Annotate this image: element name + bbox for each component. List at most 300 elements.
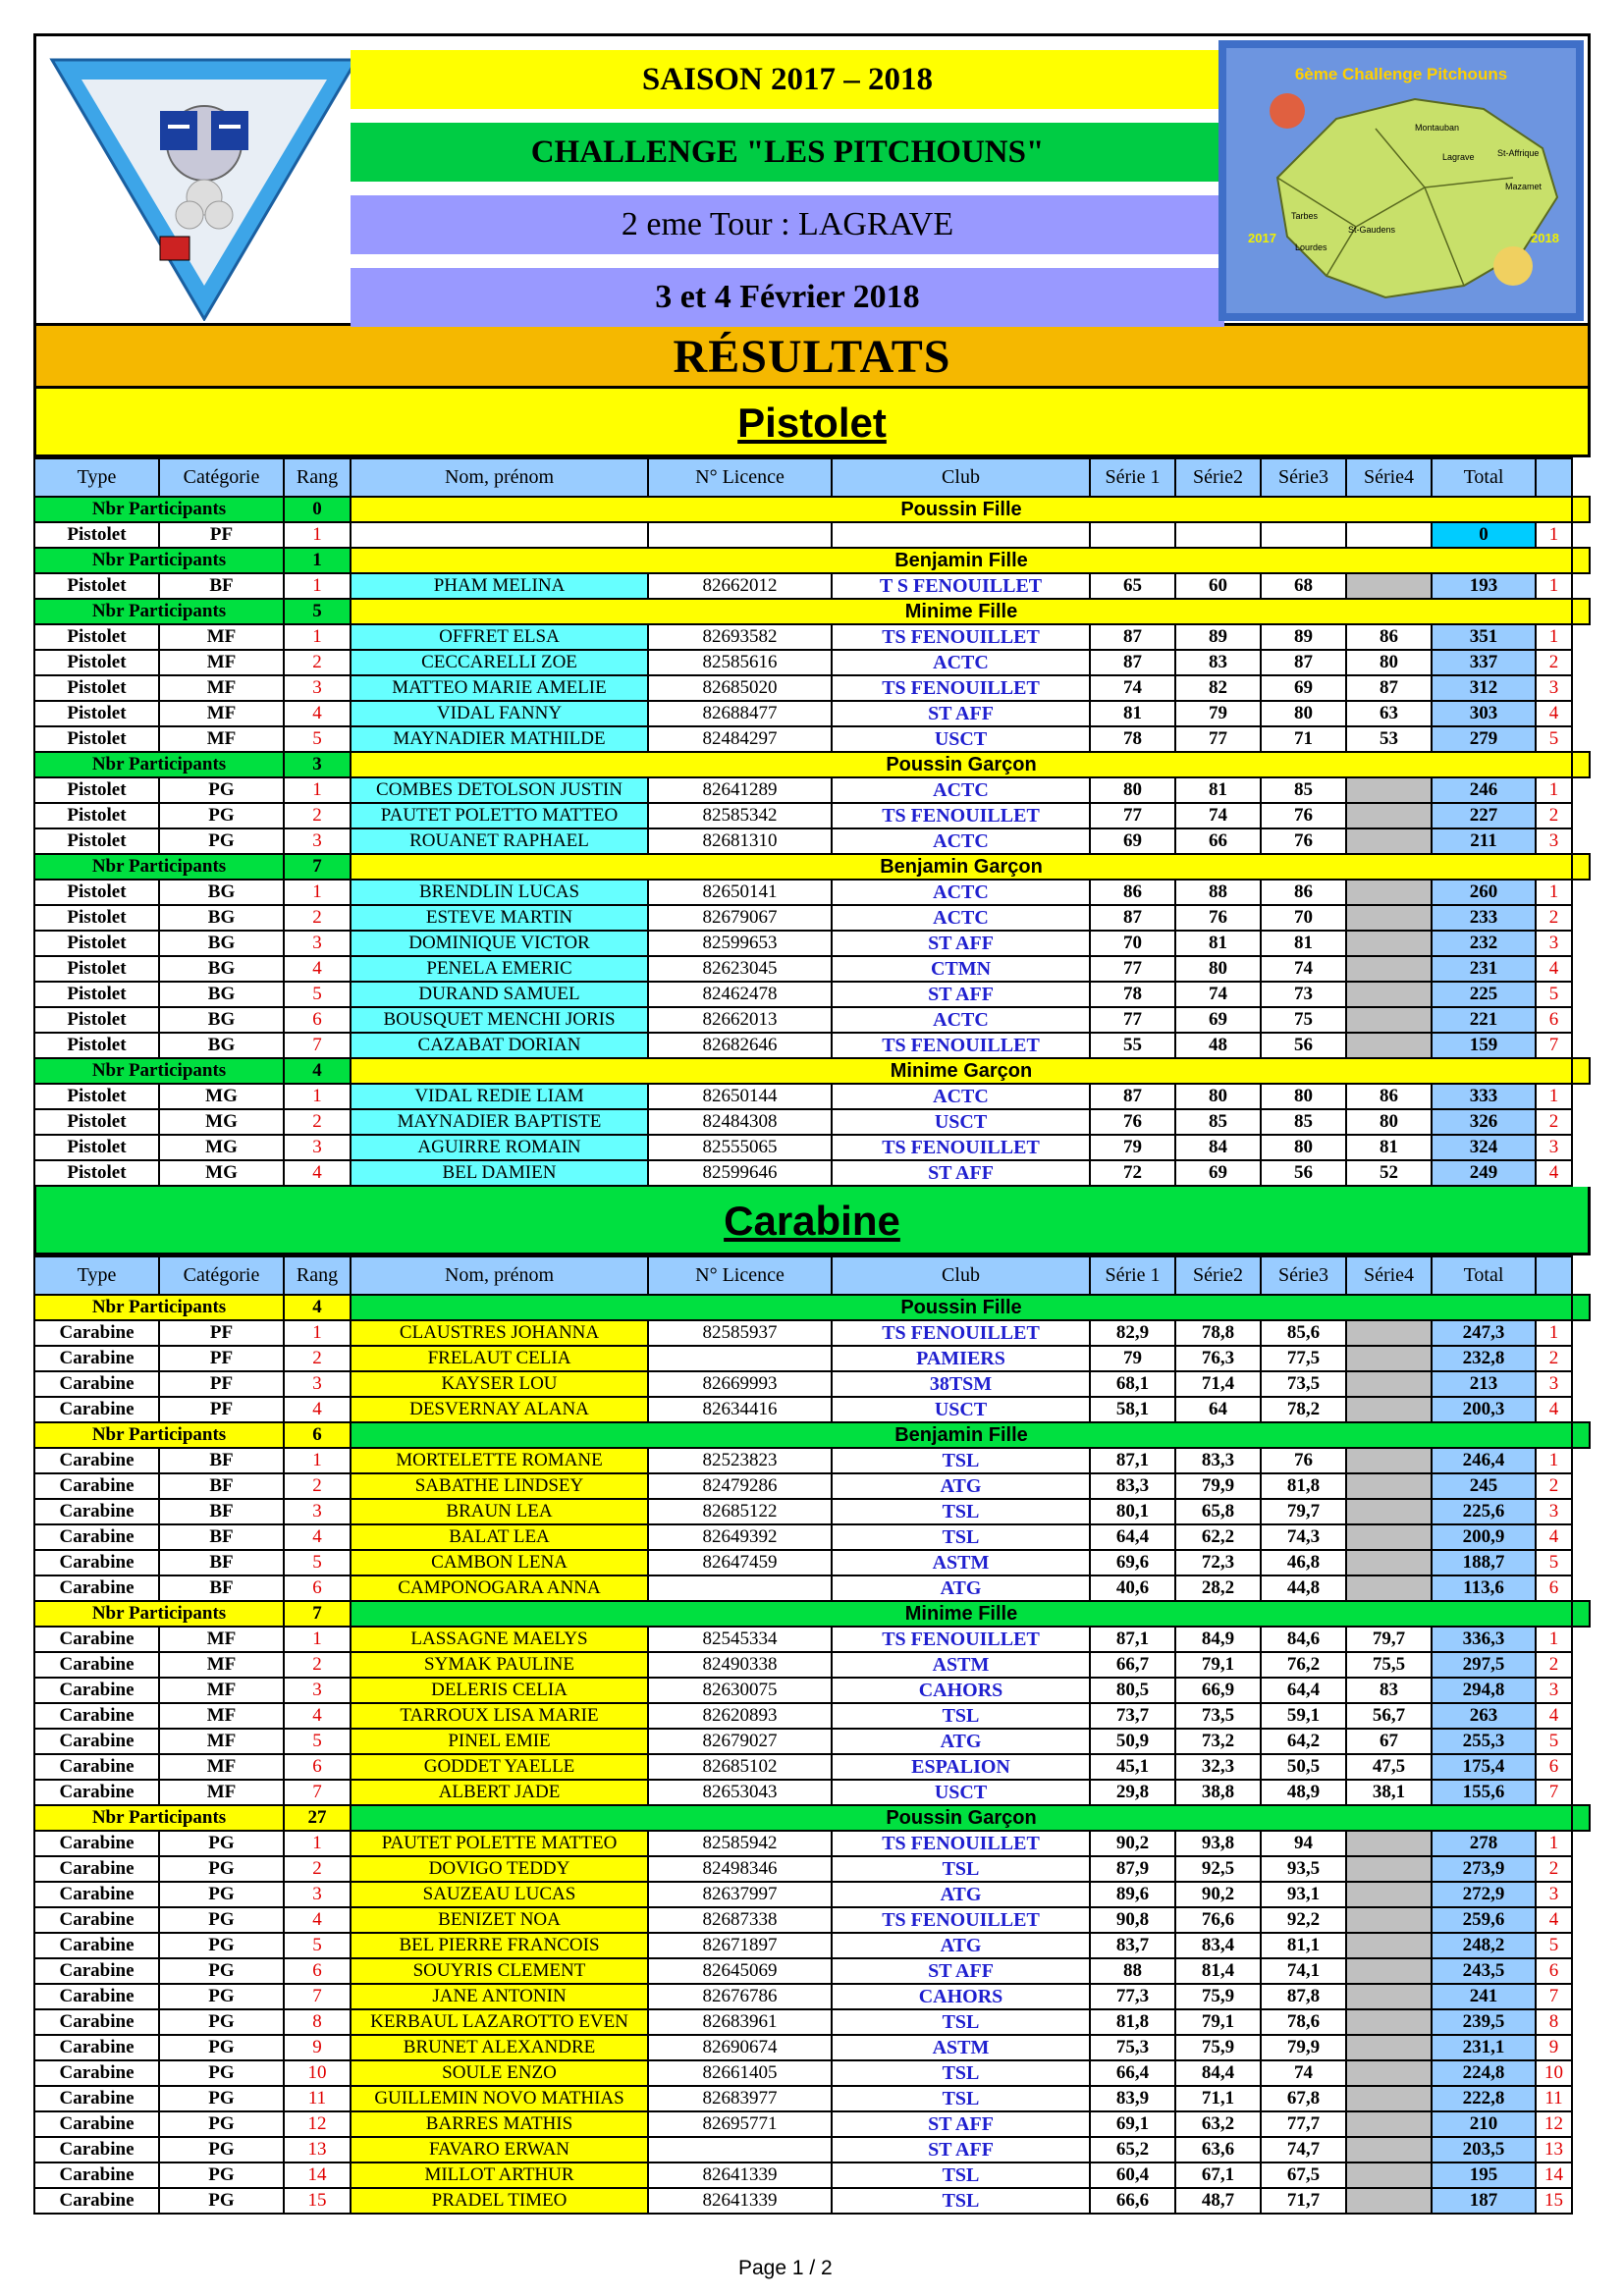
table-row bbox=[34, 982, 1590, 1007]
type-cell: Carabine bbox=[34, 1346, 159, 1371]
rank-cell: 2 bbox=[284, 1473, 351, 1499]
serie2-cell: 74 bbox=[1175, 982, 1261, 1007]
club-cell: TS FENOUILLET bbox=[832, 1831, 1090, 1856]
licence-cell: 82650144 bbox=[648, 1084, 832, 1109]
participants-label: Nbr Participants bbox=[34, 854, 284, 880]
place-cell: 2 bbox=[1536, 1346, 1572, 1371]
serie4-cell: 56,7 bbox=[1346, 1703, 1432, 1729]
rank-cell: 11 bbox=[284, 2086, 351, 2111]
serie2-cell: 75,9 bbox=[1175, 2035, 1261, 2060]
column-header: Série 1 bbox=[1090, 458, 1175, 497]
club-cell: ATG bbox=[832, 1473, 1090, 1499]
rank-cell: 6 bbox=[284, 1575, 351, 1601]
table-row bbox=[34, 2188, 1590, 2214]
type-cell: Carabine bbox=[34, 1575, 159, 1601]
serie2-cell: 89 bbox=[1175, 624, 1261, 650]
serie1-cell: 79 bbox=[1090, 1135, 1175, 1160]
serie2-cell: 84,9 bbox=[1175, 1627, 1261, 1652]
serie3-cell: 70 bbox=[1261, 905, 1346, 931]
participants-count: 5 bbox=[284, 599, 351, 624]
serie3-cell: 79,9 bbox=[1261, 2035, 1346, 2060]
place-cell: 1 bbox=[1536, 522, 1572, 548]
serie1-cell: 50,9 bbox=[1090, 1729, 1175, 1754]
serie2-cell: 48 bbox=[1175, 1033, 1261, 1058]
group-spacer bbox=[1572, 854, 1590, 880]
name-cell: DOVIGO TEDDY bbox=[351, 1856, 648, 1882]
serie4-cell: 86 bbox=[1346, 1084, 1432, 1109]
rank-cell: 5 bbox=[284, 726, 351, 752]
licence-cell: 82585616 bbox=[648, 650, 832, 675]
serie2-cell: 81 bbox=[1175, 931, 1261, 956]
club-cell: CAHORS bbox=[832, 1678, 1090, 1703]
name-cell: FRELAUT CELIA bbox=[351, 1346, 648, 1371]
serie3-cell: 78,2 bbox=[1261, 1397, 1346, 1422]
serie1-cell: 65,2 bbox=[1090, 2137, 1175, 2163]
map-town: St-Affrique bbox=[1497, 148, 1540, 158]
table-row bbox=[34, 726, 1590, 752]
table-row bbox=[34, 1678, 1590, 1703]
category-cell: PG bbox=[159, 828, 284, 854]
serie2-cell: 80 bbox=[1175, 1084, 1261, 1109]
serie4-cell bbox=[1346, 1907, 1432, 1933]
name-cell: DESVERNAY ALANA bbox=[351, 1397, 648, 1422]
place-cell: 2 bbox=[1536, 803, 1572, 828]
name-cell: DOMINIQUE VICTOR bbox=[351, 931, 648, 956]
participants-label: Nbr Participants bbox=[34, 1058, 284, 1084]
rank-cell: 1 bbox=[284, 522, 351, 548]
serie2-cell: 88 bbox=[1175, 880, 1261, 905]
table-row bbox=[34, 624, 1590, 650]
serie3-cell: 80 bbox=[1261, 1084, 1346, 1109]
name-cell: MAYNADIER MATHILDE bbox=[351, 726, 648, 752]
map-town: Mazamet bbox=[1505, 182, 1543, 191]
table-row bbox=[34, 1831, 1590, 1856]
total-cell: 336,3 bbox=[1432, 1627, 1536, 1652]
place-cell: 3 bbox=[1536, 931, 1572, 956]
total-cell: 246 bbox=[1432, 777, 1536, 803]
serie1-cell: 87,1 bbox=[1090, 1448, 1175, 1473]
serie3-cell: 46,8 bbox=[1261, 1550, 1346, 1575]
total-cell: 203,5 bbox=[1432, 2137, 1536, 2163]
type-cell: Pistolet bbox=[34, 675, 159, 701]
club-cell: TS FENOUILLET bbox=[832, 1033, 1090, 1058]
serie2-cell: 72,3 bbox=[1175, 1550, 1261, 1575]
serie2-cell: 69 bbox=[1175, 1007, 1261, 1033]
place-cell: 1 bbox=[1536, 1084, 1572, 1109]
serie4-cell bbox=[1346, 2137, 1432, 2163]
name-cell: BARRES MATHIS bbox=[351, 2111, 648, 2137]
licence-cell: 82641339 bbox=[648, 2188, 832, 2214]
club-cell: ACTC bbox=[832, 1007, 1090, 1033]
place-cell: 1 bbox=[1536, 1320, 1572, 1346]
column-header: Rang bbox=[284, 1256, 351, 1295]
participants-count: 3 bbox=[284, 752, 351, 777]
rank-cell: 3 bbox=[284, 675, 351, 701]
category-cell: PG bbox=[159, 777, 284, 803]
rank-cell: 2 bbox=[284, 905, 351, 931]
serie1-cell: 89,6 bbox=[1090, 1882, 1175, 1907]
type-cell: Carabine bbox=[34, 2111, 159, 2137]
results-table bbox=[33, 457, 1591, 1187]
category-name: Minime Garçon bbox=[351, 1058, 1572, 1084]
place-cell: 8 bbox=[1536, 2009, 1572, 2035]
total-cell: 246,4 bbox=[1432, 1448, 1536, 1473]
serie3-cell: 73 bbox=[1261, 982, 1346, 1007]
type-cell: Pistolet bbox=[34, 1007, 159, 1033]
name-cell: ROUANET RAPHAEL bbox=[351, 828, 648, 854]
total-cell: 210 bbox=[1432, 2111, 1536, 2137]
serie1-cell: 40,6 bbox=[1090, 1575, 1175, 1601]
total-cell: 195 bbox=[1432, 2163, 1536, 2188]
serie3-cell: 85,6 bbox=[1261, 1320, 1346, 1346]
category-cell: MF bbox=[159, 1780, 284, 1805]
serie1-cell: 69,1 bbox=[1090, 2111, 1175, 2137]
rank-cell: 1 bbox=[284, 880, 351, 905]
group-spacer bbox=[1572, 497, 1590, 522]
name-cell: BENIZET NOA bbox=[351, 1907, 648, 1933]
total-cell: 159 bbox=[1432, 1033, 1536, 1058]
type-cell: Carabine bbox=[34, 1831, 159, 1856]
serie3-cell: 67,5 bbox=[1261, 2163, 1346, 2188]
table-row bbox=[34, 1882, 1590, 1907]
rank-cell: 1 bbox=[284, 777, 351, 803]
name-cell: CLAUSTRES JOHANNA bbox=[351, 1320, 648, 1346]
total-cell: 259,6 bbox=[1432, 1907, 1536, 1933]
type-cell: Carabine bbox=[34, 1550, 159, 1575]
type-cell: Carabine bbox=[34, 1856, 159, 1882]
table-row bbox=[34, 1473, 1590, 1499]
serie4-cell bbox=[1346, 803, 1432, 828]
licence-cell: 82685020 bbox=[648, 675, 832, 701]
page-footer: Page 1 / 2 bbox=[738, 2257, 833, 2279]
serie3-cell: 73,5 bbox=[1261, 1371, 1346, 1397]
type-cell: Pistolet bbox=[34, 803, 159, 828]
serie1-cell: 70 bbox=[1090, 931, 1175, 956]
table-row bbox=[34, 1007, 1590, 1033]
group-spacer bbox=[1572, 1601, 1590, 1627]
place-cell: 4 bbox=[1536, 956, 1572, 982]
category-cell: PF bbox=[159, 1371, 284, 1397]
type-cell: Pistolet bbox=[34, 573, 159, 599]
serie2-cell: 84 bbox=[1175, 1135, 1261, 1160]
serie4-cell bbox=[1346, 2086, 1432, 2111]
category-cell: PG bbox=[159, 2086, 284, 2111]
place-cell: 3 bbox=[1536, 1371, 1572, 1397]
type-cell: Carabine bbox=[34, 2163, 159, 2188]
serie2-cell: 66 bbox=[1175, 828, 1261, 854]
type-cell: Pistolet bbox=[34, 650, 159, 675]
total-cell: 243,5 bbox=[1432, 1958, 1536, 1984]
serie1-cell: 66,7 bbox=[1090, 1652, 1175, 1678]
section-name: Carabine bbox=[724, 1198, 900, 1244]
serie3-cell: 81,1 bbox=[1261, 1933, 1346, 1958]
serie4-cell bbox=[1346, 1933, 1432, 1958]
club-cell: TS FENOUILLET bbox=[832, 675, 1090, 701]
results-page bbox=[33, 33, 1591, 2215]
place-cell: 1 bbox=[1536, 624, 1572, 650]
table-row bbox=[34, 931, 1590, 956]
group-spacer bbox=[1572, 1422, 1590, 1448]
place-cell: 10 bbox=[1536, 2060, 1572, 2086]
serie4-cell bbox=[1346, 956, 1432, 982]
serie3-cell: 92,2 bbox=[1261, 1907, 1346, 1933]
club-cell: TSL bbox=[832, 2009, 1090, 2035]
licence-cell: 82687338 bbox=[648, 1907, 832, 1933]
name-cell: BRAUN LEA bbox=[351, 1499, 648, 1524]
serie4-cell: 63 bbox=[1346, 701, 1432, 726]
total-cell: 279 bbox=[1432, 726, 1536, 752]
column-header: Série 1 bbox=[1090, 1256, 1175, 1295]
column-header: Catégorie bbox=[159, 1256, 284, 1295]
serie1-cell: 79 bbox=[1090, 1346, 1175, 1371]
rank-cell: 3 bbox=[284, 931, 351, 956]
serie2-cell: 79,1 bbox=[1175, 1652, 1261, 1678]
category-cell: MF bbox=[159, 1678, 284, 1703]
serie1-cell: 80,1 bbox=[1090, 1499, 1175, 1524]
rank-cell: 14 bbox=[284, 2163, 351, 2188]
category-cell: PF bbox=[159, 1397, 284, 1422]
licence-cell: 82498346 bbox=[648, 1856, 832, 1882]
serie3-cell: 75 bbox=[1261, 1007, 1346, 1033]
table-row bbox=[34, 573, 1590, 599]
participants-count: 1 bbox=[284, 548, 351, 573]
place-cell: 2 bbox=[1536, 905, 1572, 931]
group-header-row bbox=[34, 1805, 1590, 1831]
name-cell: FAVARO ERWAN bbox=[351, 2137, 648, 2163]
category-cell: PG bbox=[159, 1831, 284, 1856]
serie4-cell bbox=[1346, 1448, 1432, 1473]
total-cell: 351 bbox=[1432, 624, 1536, 650]
column-header: Série4 bbox=[1346, 458, 1432, 497]
licence-cell: 82671897 bbox=[648, 1933, 832, 1958]
licence-cell: 82620893 bbox=[648, 1703, 832, 1729]
name-cell: CAMBON LENA bbox=[351, 1550, 648, 1575]
participants-count: 6 bbox=[284, 1422, 351, 1448]
serie4-cell bbox=[1346, 1550, 1432, 1575]
table-row bbox=[34, 905, 1590, 931]
club-cell: ST AFF bbox=[832, 931, 1090, 956]
table-row bbox=[34, 1958, 1590, 1984]
type-cell: Carabine bbox=[34, 1524, 159, 1550]
serie2-cell: 66,9 bbox=[1175, 1678, 1261, 1703]
section-name: Pistolet bbox=[737, 400, 887, 446]
place-cell: 3 bbox=[1536, 1135, 1572, 1160]
place-cell: 12 bbox=[1536, 2111, 1572, 2137]
club-cell: ESPALION bbox=[832, 1754, 1090, 1780]
header-block bbox=[33, 33, 1591, 326]
serie1-cell: 87 bbox=[1090, 650, 1175, 675]
serie1-cell: 81 bbox=[1090, 701, 1175, 726]
type-cell: Carabine bbox=[34, 1371, 159, 1397]
serie3-cell: 74,1 bbox=[1261, 1958, 1346, 1984]
club-cell: USCT bbox=[832, 1109, 1090, 1135]
participants-count: 7 bbox=[284, 854, 351, 880]
serie3-cell: 56 bbox=[1261, 1160, 1346, 1186]
type-cell: Pistolet bbox=[34, 522, 159, 548]
serie1-cell: 83,7 bbox=[1090, 1933, 1175, 1958]
serie2-cell: 63,2 bbox=[1175, 2111, 1261, 2137]
column-header: N° Licence bbox=[648, 458, 832, 497]
serie2-cell: 48,7 bbox=[1175, 2188, 1261, 2214]
name-cell: PHAM MELINA bbox=[351, 573, 648, 599]
category-cell: BF bbox=[159, 1524, 284, 1550]
club-cell: ATG bbox=[832, 1882, 1090, 1907]
place-cell: 5 bbox=[1536, 982, 1572, 1007]
serie2-cell: 79 bbox=[1175, 701, 1261, 726]
serie4-cell bbox=[1346, 573, 1432, 599]
category-name: Minime Fille bbox=[351, 1601, 1572, 1627]
category-cell: MF bbox=[159, 1754, 284, 1780]
serie2-cell: 90,2 bbox=[1175, 1882, 1261, 1907]
name-cell: ALBERT JADE bbox=[351, 1780, 648, 1805]
type-cell: Carabine bbox=[34, 1627, 159, 1652]
participants-label: Nbr Participants bbox=[34, 599, 284, 624]
type-cell: Pistolet bbox=[34, 982, 159, 1007]
type-cell: Carabine bbox=[34, 1958, 159, 1984]
group-spacer bbox=[1572, 1295, 1590, 1320]
column-header: Type bbox=[34, 458, 159, 497]
table-row bbox=[34, 1135, 1590, 1160]
place-cell: 3 bbox=[1536, 1882, 1572, 1907]
rank-cell: 1 bbox=[284, 1448, 351, 1473]
licence-cell: 82599646 bbox=[648, 1160, 832, 1186]
club-cell: ST AFF bbox=[832, 1958, 1090, 1984]
total-cell: 213 bbox=[1432, 1371, 1536, 1397]
type-cell: Carabine bbox=[34, 1984, 159, 2009]
name-cell: BEL DAMIEN bbox=[351, 1160, 648, 1186]
licence-cell: 82585342 bbox=[648, 803, 832, 828]
total-cell: 155,6 bbox=[1432, 1780, 1536, 1805]
rank-cell: 3 bbox=[284, 1499, 351, 1524]
rank-cell: 1 bbox=[284, 1831, 351, 1856]
club-cell: TS FENOUILLET bbox=[832, 1907, 1090, 1933]
place-cell: 1 bbox=[1536, 573, 1572, 599]
table-row bbox=[34, 1320, 1590, 1346]
name-cell: VIDAL REDIE LIAM bbox=[351, 1084, 648, 1109]
name-cell: BRENDLIN LUCAS bbox=[351, 880, 648, 905]
category-name: Minime Fille bbox=[351, 599, 1572, 624]
column-header: Club bbox=[832, 1256, 1090, 1295]
name-cell: KERBAUL LAZAROTTO EVEN bbox=[351, 2009, 648, 2035]
serie1-cell: 77 bbox=[1090, 1007, 1175, 1033]
date-title: 3 et 4 Février 2018 bbox=[351, 268, 1224, 327]
rank-cell: 15 bbox=[284, 2188, 351, 2214]
licence-cell bbox=[648, 1575, 832, 1601]
table-row bbox=[34, 956, 1590, 982]
category-cell: BF bbox=[159, 1550, 284, 1575]
category-cell: MF bbox=[159, 675, 284, 701]
name-cell: SYMAK PAULINE bbox=[351, 1652, 648, 1678]
name-cell: AGUIRRE ROMAIN bbox=[351, 1135, 648, 1160]
serie2-cell: 63,6 bbox=[1175, 2137, 1261, 2163]
category-cell: MF bbox=[159, 701, 284, 726]
section-title-c bbox=[33, 1187, 1591, 1255]
total-cell: 227 bbox=[1432, 803, 1536, 828]
place-cell: 4 bbox=[1536, 1907, 1572, 1933]
licence-cell: 82685122 bbox=[648, 1499, 832, 1524]
name-cell: MAYNADIER BAPTISTE bbox=[351, 1109, 648, 1135]
serie2-cell: 73,5 bbox=[1175, 1703, 1261, 1729]
serie1-cell: 75,3 bbox=[1090, 2035, 1175, 2060]
place-cell: 6 bbox=[1536, 1007, 1572, 1033]
licence-cell: 82647459 bbox=[648, 1550, 832, 1575]
serie2-cell: 74 bbox=[1175, 803, 1261, 828]
column-header: Total bbox=[1432, 458, 1536, 497]
type-cell: Carabine bbox=[34, 1499, 159, 1524]
serie4-cell bbox=[1346, 828, 1432, 854]
name-cell: SABATHE LINDSEY bbox=[351, 1473, 648, 1499]
serie1-cell: 69 bbox=[1090, 828, 1175, 854]
type-cell: Pistolet bbox=[34, 1033, 159, 1058]
table-row bbox=[34, 1856, 1590, 1882]
club-cell: ASTM bbox=[832, 1550, 1090, 1575]
serie4-cell bbox=[1346, 1033, 1432, 1058]
type-cell: Pistolet bbox=[34, 701, 159, 726]
serie4-cell: 80 bbox=[1346, 1109, 1432, 1135]
serie4-cell bbox=[1346, 1831, 1432, 1856]
serie2-cell: 77 bbox=[1175, 726, 1261, 752]
name-cell: PINEL EMIE bbox=[351, 1729, 648, 1754]
serie4-cell: 83 bbox=[1346, 1678, 1432, 1703]
club-cell bbox=[832, 522, 1090, 548]
serie3-cell: 86 bbox=[1261, 880, 1346, 905]
serie1-cell: 65 bbox=[1090, 573, 1175, 599]
name-cell: DELERIS CELIA bbox=[351, 1678, 648, 1703]
serie1-cell: 88 bbox=[1090, 1958, 1175, 1984]
name-cell: PAUTET POLETTO MATTEO bbox=[351, 803, 648, 828]
club-cell: ASTM bbox=[832, 1652, 1090, 1678]
serie3-cell bbox=[1261, 522, 1346, 548]
licence-cell: 82688477 bbox=[648, 701, 832, 726]
serie1-cell: 80,5 bbox=[1090, 1678, 1175, 1703]
column-header: Total bbox=[1432, 1256, 1536, 1295]
category-cell: PG bbox=[159, 2111, 284, 2137]
map-town: Lourdes bbox=[1295, 242, 1327, 252]
place-cell: 6 bbox=[1536, 1575, 1572, 1601]
serie3-cell: 93,1 bbox=[1261, 1882, 1346, 1907]
type-cell: Carabine bbox=[34, 1882, 159, 1907]
category-cell: BG bbox=[159, 956, 284, 982]
place-cell: 3 bbox=[1536, 1678, 1572, 1703]
region-map bbox=[1218, 40, 1584, 321]
serie4-cell bbox=[1346, 931, 1432, 956]
type-cell: Pistolet bbox=[34, 777, 159, 803]
serie2-cell: 64 bbox=[1175, 1397, 1261, 1422]
serie3-cell: 76,2 bbox=[1261, 1652, 1346, 1678]
licence-cell: 82585937 bbox=[648, 1320, 832, 1346]
serie2-cell: 76,6 bbox=[1175, 1907, 1261, 1933]
type-cell: Pistolet bbox=[34, 905, 159, 931]
licence-cell: 82679067 bbox=[648, 905, 832, 931]
serie3-cell: 56 bbox=[1261, 1033, 1346, 1058]
participants-label: Nbr Participants bbox=[34, 752, 284, 777]
type-cell: Carabine bbox=[34, 1397, 159, 1422]
serie2-cell: 81,4 bbox=[1175, 1958, 1261, 1984]
category-cell: MG bbox=[159, 1160, 284, 1186]
category-cell: MF bbox=[159, 624, 284, 650]
serie4-cell bbox=[1346, 1007, 1432, 1033]
total-cell: 245 bbox=[1432, 1473, 1536, 1499]
total-cell: 260 bbox=[1432, 880, 1536, 905]
rank-cell: 4 bbox=[284, 1703, 351, 1729]
serie1-cell: 76 bbox=[1090, 1109, 1175, 1135]
serie3-cell: 59,1 bbox=[1261, 1703, 1346, 1729]
serie2-cell: 83,4 bbox=[1175, 1933, 1261, 1958]
place-cell: 1 bbox=[1536, 1448, 1572, 1473]
serie3-cell: 84,6 bbox=[1261, 1627, 1346, 1652]
column-header: Club bbox=[832, 458, 1090, 497]
total-cell: 193 bbox=[1432, 573, 1536, 599]
